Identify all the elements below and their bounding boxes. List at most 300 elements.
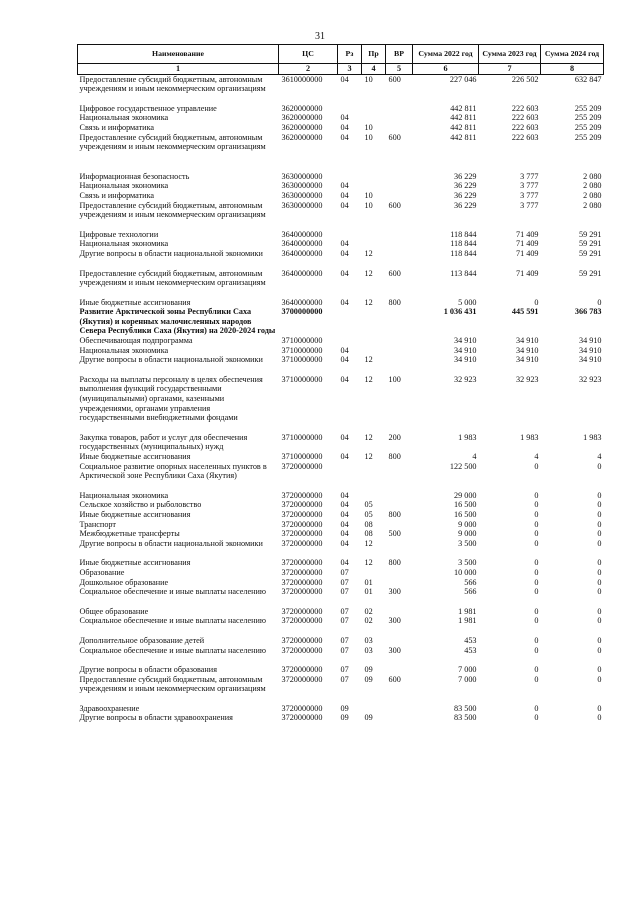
table-row xyxy=(78,636,604,646)
column-number-row xyxy=(78,63,604,74)
row-vr-cell xyxy=(386,539,413,549)
row-name-cell: Иные бюджетные ассигнования xyxy=(79,452,191,461)
row-sum-2022-cell: 1 981 xyxy=(458,616,477,626)
row-cs-cell: 3620000000 xyxy=(281,132,323,142)
row-sum-2024-cell: 32 923 xyxy=(578,374,602,384)
table-row xyxy=(78,665,604,675)
header-name: Наименование xyxy=(78,45,279,64)
row-cs-cell: 3710000000 xyxy=(281,336,323,346)
row-rz-cell: 07 xyxy=(340,577,349,587)
row-sum-2022-cell: 36 229 xyxy=(453,171,477,181)
row-sum-2022-cell: 4 xyxy=(472,452,477,461)
row-sum-2022-cell: 34 910 xyxy=(453,355,477,365)
row-name-cell: Предоставление субсидий бюджетным, автономным учреждениям и иным некоммерческим организациям xyxy=(79,132,266,152)
row-cs-cell: 3700000000 xyxy=(281,307,323,317)
table-row xyxy=(78,133,604,152)
row-sum-2024-cell: 0 xyxy=(597,635,602,645)
row-cs-cell: 3720000000 xyxy=(281,500,323,510)
row-name-cell: Обеспечивающая подпрограмма xyxy=(79,336,193,346)
row-cs-cell: 3720000000 xyxy=(281,703,323,713)
row-spacer xyxy=(78,152,604,172)
row-sum-2024-cell: 0 xyxy=(597,461,602,471)
row-sum-2023-cell: 0 xyxy=(534,645,539,655)
row-cs-cell: 3720000000 xyxy=(281,665,323,675)
row-name-cell: Предоставление субсидий бюджетным, автономным учреждениям и иным некоммерческим организациям xyxy=(79,674,266,694)
header-vr: ВР xyxy=(386,45,413,64)
row-sum-2024-cell: 0 xyxy=(597,490,602,500)
row-sum-2023-cell: 34 910 xyxy=(515,336,539,346)
row-cs-cell: 3620000000 xyxy=(281,113,323,123)
row-rz-cell: 07 xyxy=(340,674,349,684)
row-sum-2023-cell: 0 xyxy=(534,519,539,529)
row-sum-2022-cell: 7 000 xyxy=(458,674,477,684)
row-vr-cell xyxy=(386,568,413,578)
row-spacer xyxy=(78,655,604,665)
row-sum-2024-cell: 0 xyxy=(597,587,602,597)
row-vr-cell: 200 xyxy=(388,432,401,442)
column-number: 7 xyxy=(479,63,541,74)
row-cs-cell: 3720000000 xyxy=(281,713,323,723)
spacer-cell xyxy=(78,365,604,375)
row-rz-cell: 04 xyxy=(340,248,349,258)
row-vr-cell xyxy=(386,578,413,588)
row-rz-cell xyxy=(338,172,362,182)
row-sum-2024-cell: 0 xyxy=(597,665,602,675)
row-vr-cell: 600 xyxy=(388,268,401,278)
row-name-cell: Транспорт xyxy=(79,519,116,529)
row-pr-cell: 12 xyxy=(364,374,373,384)
row-rz-cell: 07 xyxy=(340,635,349,645)
row-name-cell: Закупка товаров, работ и услуг для обеспечения государственных (муниципальных) нужд xyxy=(79,432,248,452)
row-rz-cell: 04 xyxy=(340,509,349,519)
row-name-cell: Информационная безопасность xyxy=(79,171,190,181)
row-spacer xyxy=(78,548,604,558)
row-rz-cell: 07 xyxy=(340,645,349,655)
row-rz-cell: 04 xyxy=(340,345,349,355)
row-rz-cell: 07 xyxy=(340,665,349,675)
row-name-cell: Иные бюджетные ассигнования xyxy=(79,297,191,307)
row-pr-cell: 12 xyxy=(364,452,373,461)
table-row xyxy=(78,172,604,182)
row-vr-cell: 300 xyxy=(388,616,401,626)
table-row xyxy=(78,704,604,714)
row-pr-cell: 10 xyxy=(364,74,373,84)
row-sum-2022-cell: 34 910 xyxy=(453,345,477,355)
row-sum-2023-cell: 4 xyxy=(534,452,539,461)
table-row xyxy=(78,587,604,597)
row-pr-cell xyxy=(362,704,386,714)
row-cs-cell: 3720000000 xyxy=(281,645,323,655)
table-row xyxy=(78,646,604,656)
row-cs-cell: 3620000000 xyxy=(281,103,323,113)
table-row xyxy=(78,307,604,336)
row-sum-2024-cell: 0 xyxy=(597,567,602,577)
row-sum-2024-cell: 0 xyxy=(597,509,602,519)
row-vr-cell: 800 xyxy=(388,452,401,461)
row-name-cell: Другие вопросы в области образования xyxy=(79,665,217,675)
spacer-cell xyxy=(78,152,604,172)
spacer-cell xyxy=(78,94,604,104)
row-sum-2024-cell: 2 080 xyxy=(583,171,602,181)
row-sum-2024-cell: 1 983 xyxy=(583,432,602,442)
row-sum-2024-cell: 255 209 xyxy=(574,113,602,123)
row-sum-2024-cell: 0 xyxy=(597,500,602,510)
row-cs-cell: 3630000000 xyxy=(281,200,323,210)
row-pr-cell xyxy=(362,113,386,123)
row-rz-cell: 07 xyxy=(340,567,349,577)
row-name-cell: Другие вопросы в области национальной экономики xyxy=(79,248,263,258)
row-pr-cell: 10 xyxy=(364,122,373,132)
row-name-cell: Иные бюджетные ассигнования xyxy=(79,509,191,519)
row-sum-2022-cell: 453 xyxy=(464,635,477,645)
row-rz-cell: 07 xyxy=(340,587,349,597)
row-name-cell: Национальная экономика xyxy=(79,345,169,355)
table-row xyxy=(78,230,604,240)
row-pr-cell: 05 xyxy=(364,509,373,519)
row-sum-2024-cell: 366 783 xyxy=(574,307,602,317)
row-cs-cell: 3720000000 xyxy=(281,635,323,645)
row-rz-cell: 04 xyxy=(340,239,349,249)
row-rz-cell: 04 xyxy=(340,74,349,84)
row-vr-cell xyxy=(386,704,413,714)
row-rz-cell: 04 xyxy=(340,122,349,132)
row-sum-2024-cell: 59 291 xyxy=(578,268,602,278)
row-sum-2022-cell: 16 500 xyxy=(453,509,477,519)
table-row xyxy=(78,239,604,249)
row-pr-cell: 09 xyxy=(364,665,373,675)
row-cs-cell: 3630000000 xyxy=(281,190,323,200)
row-rz-cell xyxy=(338,104,362,114)
row-spacer xyxy=(78,626,604,636)
row-spacer xyxy=(78,94,604,104)
row-vr-cell xyxy=(386,249,413,259)
spacer-cell xyxy=(78,626,604,636)
row-cs-cell: 3720000000 xyxy=(281,558,323,568)
row-rz-cell: 09 xyxy=(340,703,349,713)
row-vr-cell: 600 xyxy=(388,132,401,142)
row-vr-cell xyxy=(386,355,413,365)
header-sum-2023: Сумма 2023 год xyxy=(479,45,541,64)
row-rz-cell: 04 xyxy=(340,519,349,529)
row-sum-2023-cell: 0 xyxy=(534,674,539,684)
row-cs-cell: 3710000000 xyxy=(281,432,323,442)
row-cs-cell: 3640000000 xyxy=(281,268,323,278)
row-sum-2022-cell: 442 811 xyxy=(450,103,477,113)
row-name-cell: Развитие Арктической зоны Республики Саха (Якутия) и коренных малочисленных народов Севера Республики Саха (Якутия) на 2020-2024 годы xyxy=(79,307,276,336)
column-number: 2 xyxy=(279,63,338,74)
row-name-cell: Здравоохранение xyxy=(79,703,140,713)
table-row xyxy=(78,558,604,568)
column-number: 5 xyxy=(386,63,413,74)
row-rz-cell: 09 xyxy=(340,713,349,723)
row-rz-cell: 04 xyxy=(340,181,349,191)
column-number: 4 xyxy=(362,63,386,74)
table-row xyxy=(78,520,604,530)
table-row xyxy=(78,201,604,220)
table-row xyxy=(78,269,604,288)
table-row xyxy=(78,713,604,723)
row-name-cell: Социальное обеспечение и иные выплаты населению xyxy=(79,645,266,655)
row-name-cell: Дошкольное образование xyxy=(79,577,169,587)
row-rz-cell: 04 xyxy=(340,432,349,442)
row-sum-2023-cell: 222 603 xyxy=(511,122,539,132)
table-row xyxy=(78,191,604,201)
row-vr-cell xyxy=(386,307,413,336)
row-sum-2022-cell: 1 981 xyxy=(458,606,477,616)
row-rz-cell: 04 xyxy=(340,529,349,539)
row-sum-2022-cell: 3 500 xyxy=(458,538,477,548)
row-sum-2024-cell: 632 847 xyxy=(574,74,602,84)
row-pr-cell: 08 xyxy=(364,519,373,529)
row-spacer xyxy=(78,365,604,375)
row-vr-cell xyxy=(386,665,413,675)
page-number: 31 xyxy=(315,31,325,42)
row-vr-cell: 100 xyxy=(388,374,401,384)
row-pr-cell: 03 xyxy=(364,645,373,655)
header-rz: Рз xyxy=(338,45,362,64)
header-sum-2024: Сумма 2024 год xyxy=(541,45,604,64)
column-number: 1 xyxy=(78,63,279,74)
row-name-cell: Социальное обеспечение и иные выплаты населению xyxy=(79,587,266,597)
row-sum-2022-cell: 34 910 xyxy=(453,336,477,346)
spacer-cell xyxy=(78,548,604,558)
row-cs-cell: 3720000000 xyxy=(281,461,323,471)
row-sum-2023-cell: 71 409 xyxy=(515,239,539,249)
row-sum-2023-cell: 0 xyxy=(534,490,539,500)
row-sum-2022-cell: 36 229 xyxy=(453,190,477,200)
row-pr-cell: 10 xyxy=(364,190,373,200)
row-sum-2024-cell: 34 910 xyxy=(578,345,602,355)
row-pr-cell: 01 xyxy=(364,587,373,597)
row-vr-cell: 600 xyxy=(388,200,401,210)
row-pr-cell: 01 xyxy=(364,577,373,587)
row-pr-cell: 05 xyxy=(364,500,373,510)
row-sum-2023-cell: 0 xyxy=(534,500,539,510)
row-sum-2022-cell: 83 500 xyxy=(453,703,477,713)
column-number: 6 xyxy=(413,63,479,74)
table-row xyxy=(78,578,604,588)
row-name-cell: Другие вопросы в области национальной экономики xyxy=(79,538,263,548)
row-sum-2022-cell: 3 500 xyxy=(458,558,477,568)
row-pr-cell: 03 xyxy=(364,635,373,645)
row-vr-cell: 800 xyxy=(388,509,401,519)
row-name-cell: Образование xyxy=(79,567,125,577)
row-vr-cell xyxy=(386,336,413,346)
row-sum-2024-cell: 2 080 xyxy=(583,190,602,200)
row-sum-2024-cell: 59 291 xyxy=(578,248,602,258)
row-sum-2024-cell: 0 xyxy=(597,519,602,529)
table-row xyxy=(78,113,604,123)
row-sum-2023-cell: 0 xyxy=(534,529,539,539)
row-sum-2024-cell: 0 xyxy=(597,703,602,713)
row-pr-cell xyxy=(362,346,386,356)
row-vr-cell xyxy=(386,346,413,356)
row-rz-cell xyxy=(338,307,362,336)
column-number: 3 xyxy=(338,63,362,74)
row-sum-2022-cell: 442 811 xyxy=(450,122,477,132)
row-sum-2024-cell: 2 080 xyxy=(583,181,602,191)
row-name-cell: Другие вопросы в области национальной экономики xyxy=(79,355,263,365)
row-rz-cell: 07 xyxy=(340,616,349,626)
row-cs-cell: 3630000000 xyxy=(281,171,323,181)
row-pr-cell: 12 xyxy=(364,297,373,307)
row-pr-cell: 12 xyxy=(364,558,373,568)
row-rz-cell: 04 xyxy=(340,355,349,365)
row-pr-cell xyxy=(362,239,386,249)
table-header-row xyxy=(78,45,604,64)
row-sum-2023-cell: 226 502 xyxy=(511,74,539,84)
row-name-cell: Цифровое государственное управление xyxy=(79,103,217,113)
table-row xyxy=(78,336,604,346)
table-row xyxy=(78,74,604,94)
row-sum-2022-cell: 9 000 xyxy=(458,529,477,539)
table-row xyxy=(78,181,604,191)
row-sum-2023-cell: 32 923 xyxy=(515,374,539,384)
row-sum-2023-cell: 3 777 xyxy=(520,190,539,200)
row-vr-cell xyxy=(386,462,413,481)
row-cs-cell: 3610000000 xyxy=(281,74,323,84)
row-sum-2023-cell: 34 910 xyxy=(515,345,539,355)
row-sum-2023-cell: 0 xyxy=(534,703,539,713)
row-cs-cell: 3720000000 xyxy=(281,587,323,597)
row-sum-2023-cell: 0 xyxy=(534,713,539,723)
row-pr-cell: 12 xyxy=(364,355,373,365)
row-name-cell: Другие вопросы в области здравоохранения xyxy=(79,713,233,723)
row-spacer xyxy=(78,288,604,298)
row-rz-cell: 04 xyxy=(340,500,349,510)
row-sum-2022-cell: 442 811 xyxy=(450,132,477,142)
row-pr-cell: 12 xyxy=(364,432,373,442)
row-rz-cell: 04 xyxy=(340,200,349,210)
row-rz-cell: 04 xyxy=(340,132,349,142)
row-sum-2022-cell: 442 811 xyxy=(450,113,477,123)
row-sum-2023-cell: 34 910 xyxy=(515,355,539,365)
row-vr-cell xyxy=(386,104,413,114)
table-row xyxy=(78,346,604,356)
row-cs-cell: 3720000000 xyxy=(281,567,323,577)
row-name-cell: Общее образование xyxy=(79,606,149,616)
row-sum-2024-cell: 59 291 xyxy=(578,229,602,239)
row-sum-2023-cell: 3 777 xyxy=(520,181,539,191)
row-sum-2023-cell: 0 xyxy=(534,567,539,577)
row-pr-cell: 12 xyxy=(364,268,373,278)
row-vr-cell: 300 xyxy=(388,645,401,655)
row-rz-cell: 04 xyxy=(340,558,349,568)
row-rz-cell: 04 xyxy=(340,374,349,384)
row-rz-cell: 04 xyxy=(340,297,349,307)
row-name-cell: Национальная экономика xyxy=(79,181,169,191)
table-row xyxy=(78,616,604,626)
table-row xyxy=(78,675,604,694)
row-sum-2024-cell: 0 xyxy=(597,645,602,655)
spacer-cell xyxy=(78,655,604,665)
row-vr-cell xyxy=(386,113,413,123)
row-cs-cell: 3640000000 xyxy=(281,229,323,239)
row-sum-2023-cell: 0 xyxy=(534,606,539,616)
row-pr-cell: 12 xyxy=(364,248,373,258)
row-vr-cell xyxy=(386,239,413,249)
row-sum-2022-cell: 1 983 xyxy=(458,432,477,442)
row-name-cell: Связь и информатика xyxy=(79,190,155,200)
row-sum-2024-cell: 255 209 xyxy=(574,122,602,132)
row-rz-cell: 04 xyxy=(340,113,349,123)
row-vr-cell xyxy=(386,607,413,617)
row-rz-cell: 04 xyxy=(340,490,349,500)
row-cs-cell: 3720000000 xyxy=(281,490,323,500)
row-cs-cell: 3720000000 xyxy=(281,509,323,519)
row-name-cell: Национальная экономика xyxy=(79,239,169,249)
table-row xyxy=(78,452,604,462)
row-sum-2023-cell: 71 409 xyxy=(515,268,539,278)
row-sum-2022-cell: 7 000 xyxy=(458,665,477,675)
row-rz-cell: 04 xyxy=(340,268,349,278)
row-sum-2024-cell: 34 910 xyxy=(578,355,602,365)
row-name-cell: Социальное обеспечение и иные выплаты населению xyxy=(79,616,266,626)
row-vr-cell: 800 xyxy=(388,558,401,568)
row-spacer xyxy=(78,597,604,607)
row-vr-cell xyxy=(386,172,413,182)
row-pr-cell: 09 xyxy=(364,674,373,684)
row-pr-cell xyxy=(362,230,386,240)
row-sum-2023-cell: 222 603 xyxy=(511,132,539,142)
table-row xyxy=(78,607,604,617)
row-name-cell: Расходы на выплаты персоналу в целях обеспечения выполнения функций государственными (муниципальными) органами, казенными учреждениями, органами управления государственными внебюджетными фондами xyxy=(79,374,263,423)
row-vr-cell: 800 xyxy=(388,297,401,307)
row-sum-2023-cell: 3 777 xyxy=(520,171,539,181)
row-vr-cell: 600 xyxy=(388,674,401,684)
row-cs-cell: 3720000000 xyxy=(281,529,323,539)
row-pr-cell xyxy=(362,568,386,578)
row-name-cell: Сельское хозяйство и рыболовство xyxy=(79,500,202,510)
row-pr-cell xyxy=(362,462,386,481)
row-rz-cell: 04 xyxy=(340,190,349,200)
spacer-cell xyxy=(78,597,604,607)
row-sum-2022-cell: 118 844 xyxy=(450,229,477,239)
row-sum-2022-cell: 36 229 xyxy=(453,181,477,191)
row-sum-2024-cell: 255 209 xyxy=(574,103,602,113)
table-row xyxy=(78,568,604,578)
row-sum-2022-cell: 5 000 xyxy=(458,297,477,307)
row-sum-2022-cell: 10 000 xyxy=(453,567,477,577)
column-number: 8 xyxy=(541,63,604,74)
row-sum-2023-cell: 0 xyxy=(534,509,539,519)
row-sum-2023-cell: 0 xyxy=(534,577,539,587)
row-sum-2022-cell: 9 000 xyxy=(458,519,477,529)
row-pr-cell xyxy=(362,307,386,336)
row-sum-2023-cell: 0 xyxy=(534,587,539,597)
row-sum-2022-cell: 566 xyxy=(464,587,477,597)
row-sum-2024-cell: 0 xyxy=(597,674,602,684)
row-sum-2022-cell: 453 xyxy=(464,645,477,655)
row-sum-2023-cell: 0 xyxy=(534,558,539,568)
row-sum-2023-cell: 0 xyxy=(534,616,539,626)
row-sum-2023-cell: 222 603 xyxy=(511,103,539,113)
row-sum-2024-cell: 0 xyxy=(597,616,602,626)
row-cs-cell: 3720000000 xyxy=(281,674,323,684)
row-rz-cell xyxy=(338,336,362,346)
row-sum-2024-cell: 0 xyxy=(597,297,602,307)
row-pr-cell: 10 xyxy=(364,200,373,210)
row-sum-2023-cell: 0 xyxy=(534,538,539,548)
row-sum-2022-cell: 227 046 xyxy=(449,74,477,84)
row-rz-cell xyxy=(338,230,362,240)
row-cs-cell: 3620000000 xyxy=(281,122,323,132)
row-pr-cell: 02 xyxy=(364,616,373,626)
row-vr-cell xyxy=(386,491,413,501)
table-body xyxy=(78,74,604,723)
row-vr-cell xyxy=(386,520,413,530)
header-cs: ЦС xyxy=(279,45,338,64)
